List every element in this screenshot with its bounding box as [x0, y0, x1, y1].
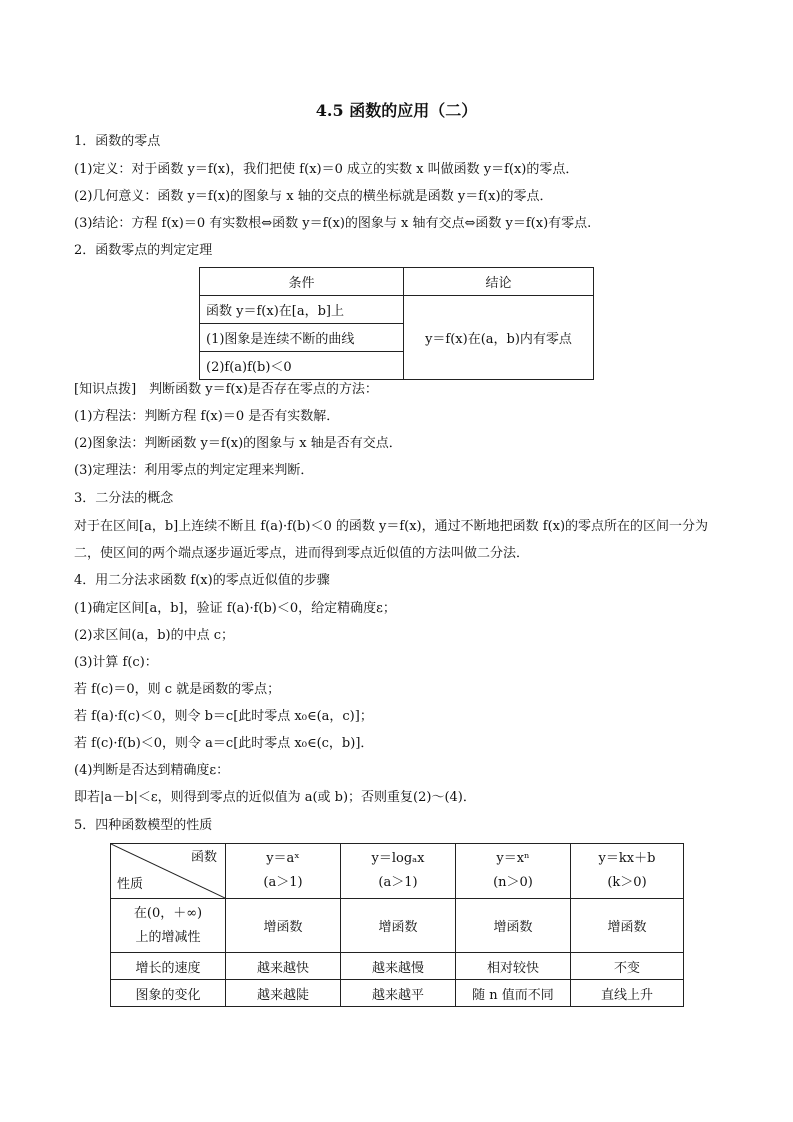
function-condition: (a＞1): [378, 875, 418, 890]
table-cell: 相对较快: [456, 953, 571, 980]
paragraph-text: 二，使区间的两个端点逐步逼近零点，进而得到零点近似值的方法叫做二分法．: [74, 546, 530, 561]
table-row: [111, 899, 684, 953]
definition-text: (1)定义：对于函数 y＝f(x)，我们把使 f(x)＝0 成立的实数 x 叫做函数 y＝f(x)的零点．: [74, 162, 579, 177]
table-cell: 增函数: [571, 899, 684, 953]
page-title: 4.5 函数的应用（二）: [315, 101, 478, 120]
condition-cell: (1)图象是连续不断的曲线: [200, 324, 404, 352]
table-cell: 越来越快: [226, 953, 341, 980]
row-label: 图象的变化: [111, 980, 226, 1007]
step-text: (2)求区间(a，b)的中点 c；: [74, 628, 235, 643]
step-text: 若 f(c)·f(b)＜0，则令 a＝c[此时零点 x₀∈(c，b)]．: [74, 736, 374, 751]
geometric-meaning-text: (2)几何意义：函数 y＝f(x)的图象与 x 轴的交点的横坐标就是函数 y＝f(x)的零点．: [74, 189, 553, 204]
table-cell: 增函数: [226, 899, 341, 953]
conclusion-text: (3)结论：方程 f(x)＝0 有实数根⇔函数 y＝f(x)的图象与 x 轴有交点⇔函数 y＝f(x)有零点.: [74, 216, 592, 231]
row-label: 增长的速度: [111, 953, 226, 980]
function-condition: (a＞1): [263, 875, 303, 890]
header-conclusion: 结论: [404, 268, 594, 296]
corner-function-label: 函数: [190, 850, 217, 865]
table-row: [111, 980, 684, 1007]
step-text: 即若|a－b|＜ε，则得到零点的近似值为 a(或 b)；否则重复(2)～(4)．: [74, 790, 476, 805]
zero-theorem-table: [199, 267, 594, 380]
condition-cell: (2)f(a)f(b)＜0: [200, 352, 404, 380]
step-text: 若 f(a)·f(c)＜0，则令 b＝c[此时零点 x₀∈(a，c)]；: [74, 709, 373, 724]
section-heading: 2．函数零点的判定定理: [74, 243, 213, 258]
table-cell: 越来越陡: [226, 980, 341, 1007]
column-header: [456, 844, 571, 899]
step-text: (3)计算 f(c)：: [74, 655, 158, 670]
step-text: (1)确定区间[a，b]，验证 f(a)·f(b)＜0，给定精确度ε；: [74, 601, 396, 616]
diagonal-header-cell: [111, 844, 226, 899]
function-formula: y＝aˣ: [266, 851, 300, 866]
section-heading: 4．用二分法求函数 f(x)的零点近似值的步骤: [74, 573, 330, 588]
step-text: (4)判断是否达到精确度ε：: [74, 763, 230, 778]
table-cell: 增函数: [456, 899, 571, 953]
step-text: 若 f(c)＝0，则 c 就是函数的零点；: [74, 682, 281, 697]
condition-cell: 函数 y＝f(x)在[a，b]上: [200, 296, 404, 324]
column-header: [226, 844, 341, 899]
row-label-line: 在(0，＋∞): [133, 905, 203, 921]
method-text: (3)定理法：利用零点的判定定理来判断．: [74, 463, 314, 478]
function-models-table: [110, 843, 684, 1007]
table-row: [111, 953, 684, 980]
function-formula: y＝kx＋b: [598, 851, 656, 866]
section-heading: 3．二分法的概念: [74, 491, 174, 506]
table-cell: 越来越平: [341, 980, 456, 1007]
table-cell: 随 n 值而不同: [456, 980, 571, 1007]
knowledge-tip: [知识点拨] 判断函数 y＝f(x)是否存在零点的方法：: [74, 382, 378, 397]
header-condition: 条件: [200, 268, 404, 296]
row-label: [111, 899, 226, 953]
section-heading: 1．函数的零点: [74, 134, 161, 149]
function-formula: y＝logₐx: [371, 851, 425, 866]
table-cell: 直线上升: [571, 980, 684, 1007]
corner-property-label: 性质: [117, 877, 144, 892]
table-cell: 增函数: [341, 899, 456, 953]
method-text: (1)方程法：判断方程 f(x)＝0 是否有实数解．: [74, 409, 340, 424]
conclusion-cell: y＝f(x)在(a，b)内有零点: [404, 296, 594, 380]
table-cell: 越来越慢: [341, 953, 456, 980]
function-formula: y＝xⁿ: [496, 851, 530, 866]
row-label-line: 上的增减性: [135, 929, 201, 945]
method-text: (2)图象法：判断函数 y＝f(x)的图象与 x 轴是否有交点．: [74, 436, 402, 451]
section-heading: 5．四种函数模型的性质: [74, 818, 213, 833]
table-cell: 不变: [571, 953, 684, 980]
function-condition: (n＞0): [493, 875, 533, 890]
column-header: [341, 844, 456, 899]
function-condition: (k＞0): [607, 875, 647, 890]
column-header: [571, 844, 684, 899]
paragraph-text: 对于在区间[a，b]上连续不断且 f(a)·f(b)＜0 的函数 y＝f(x)，通过不断地把函数 f(x)的零点所在的区间一分为: [74, 519, 709, 534]
